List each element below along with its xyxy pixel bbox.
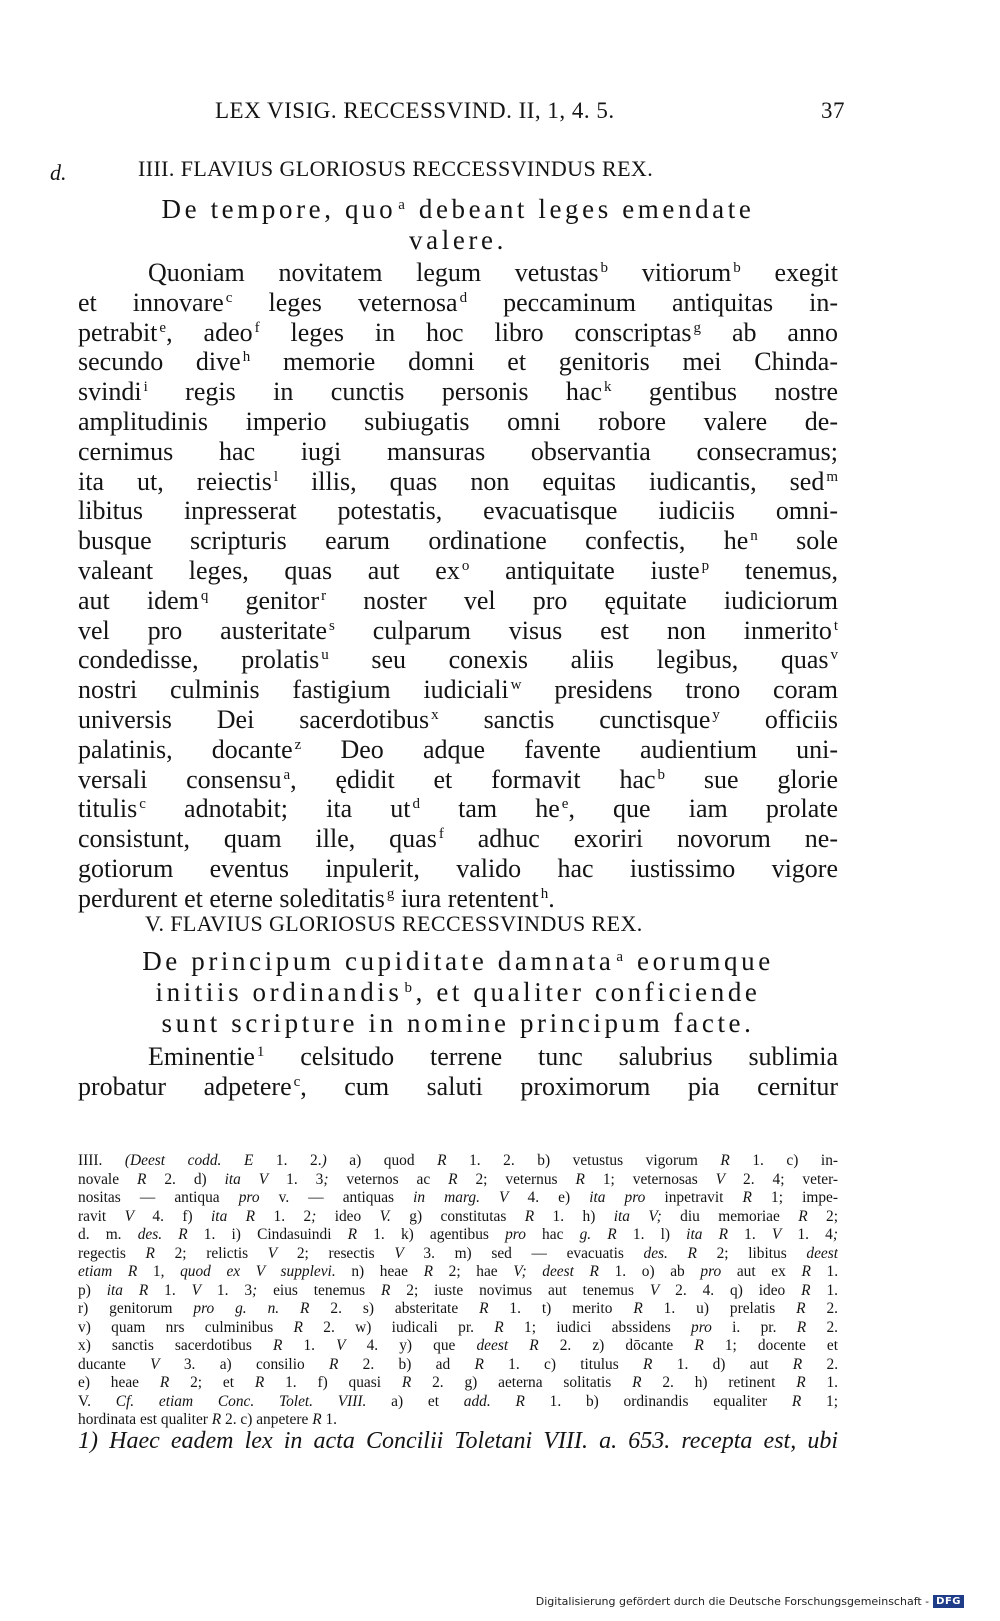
text-line: ita ut, reiectis $^l$ illis, quas non equitas iudicantis, sed $^m$ xyxy=(78,466,838,496)
text-line: busque scripturis earum ordinatione confectis, he $^n$ sole xyxy=(78,526,838,556)
text-line: condedisse, prolatis $^u$ seu conexis aliis legibus, quas $^v$ xyxy=(78,645,838,675)
law-4-rubric xyxy=(78,194,838,256)
text-line: De principum cupiditate damnata $^a$ eorumque xyxy=(142,946,774,976)
text-line: De tempore, quo $^a$ debeant leges emendate xyxy=(161,194,755,224)
text-line: aut idem $^q$ genitor $^r$ noster vel pro ęquitate iudiciorum xyxy=(78,585,838,615)
law-4-text xyxy=(78,258,838,914)
dfg-logo: DFG xyxy=(933,1595,964,1608)
text-line: d. m. des. R 1. i) Cindasuindi R 1. k) agentibus pro hac g. R 1. l) ita R 1. V 1. 4; xyxy=(78,1226,838,1243)
text-line: Quoniam novitatem legum vetustas $^b$ vitiorum $^b$ exegit xyxy=(148,258,838,287)
text-line: initiis ordinandis $^b$, et qualiter conficiende xyxy=(155,977,761,1007)
law-5-rubric xyxy=(78,946,838,1039)
text-line: versali consensu $^a$, ędidit et formavit hac $^b$ sue glorie xyxy=(78,764,838,794)
text-line: Eminentie $^1$ celsitudo terrene tunc salubrius sublimia xyxy=(148,1042,838,1071)
text-line: valere. xyxy=(409,225,507,255)
text-line: amplitudinis imperio subiugatis omni robore valere de- xyxy=(78,406,838,436)
text-line: sunt scripture in nomine principum facte. xyxy=(161,1008,755,1038)
text-line: nositas — antiqua pro v. — antiquas in marg. V 4. e) ita pro inpetravit R 1; impe- xyxy=(78,1189,838,1206)
text-line: gotiorum eventus inpulerit, valido hac iustissimo vigore xyxy=(78,853,838,883)
text-line: vel pro austeritate $^s$ culparum visus est non inmerito $^t$ xyxy=(78,615,838,645)
law-5-text xyxy=(78,1042,838,1102)
text-line: petrabit $^e$, adeo $^f$ leges in hoc libro conscriptas $^g$ ab anno xyxy=(78,317,838,347)
text-line: consistunt, quam ille, quas $^f$ adhuc exoriri novorum ne- xyxy=(78,824,838,854)
text-line: cernimus hac iugi mansuras observantia consecramus; xyxy=(78,436,838,466)
text-line: hordinata est qualiter R 2. c) anpetere R 1. xyxy=(78,1411,337,1428)
text-line: et innovare $^c$ leges veternosa $^d$ peccaminum antiquitas in- xyxy=(78,287,838,317)
text-line: p) ita R 1. V 1. 3; eius tenemus R 2; iuste novimus aut tenemus V 2. 4. q) ideo R 1. xyxy=(78,1281,838,1299)
digitization-credit xyxy=(536,1595,964,1608)
text-line: libitus inpresserat potestatis, evacuatisque iudiciis omni- xyxy=(78,496,838,526)
footnote: 1) Haec eadem lex in acta Concilii Toletani VIII. a. 653. recepta est, ubi xyxy=(78,1428,838,1454)
critical-apparatus xyxy=(78,1152,838,1430)
text-line: universis Dei sacerdotibus $^x$ sanctis cunctisque $^y$ officiis xyxy=(78,704,838,734)
text-line: etiam R 1, quod ex V supplevi. n) heae R 2; hae V; deest R 1. o) ab pro aut ex R 1. xyxy=(78,1263,838,1280)
text-line: palatinis, docante $^z$ Deo adque favente audientium uni- xyxy=(78,734,838,764)
law-5-heading: V. FLAVIUS GLORIOSUS RECCESSVINDUS REX. xyxy=(145,911,643,936)
text-line: regectis R 2; relictis V 2; resectis V 3. m) sed — evacuatis des. R 2; libitus deest xyxy=(78,1244,838,1262)
credit-text: Digitalisierung gefördert durch die Deutsche Forschungsgemeinschaft - xyxy=(535,1595,930,1608)
text-line: svindi $^i$ regis in cunctis personis hac $^k$ gentibus nostre xyxy=(78,377,838,407)
law-4-heading: IIII. FLAVIUS GLORIOSUS RECCESSVINDUS REX. xyxy=(138,156,654,181)
text-line: perdurent et eterne soleditatis $^g$ iura retentent $^h$. xyxy=(78,883,555,913)
page-number: 37 xyxy=(821,98,845,123)
text-line: ducante V 3. a) consilio R 2. b) ad R 1. c) titulus R 1. d) aut R 2. xyxy=(78,1355,838,1373)
text-line: nostri culminis fastigium iudiciali $^w$ presidens trono coram xyxy=(78,675,838,705)
running-header xyxy=(215,98,845,124)
text-line: e) heae R 2; et R 1. f) quasi R 2. g) aeterna solitatis R 2. h) retinent R 1. xyxy=(78,1374,838,1391)
text-line: valeant leges, quas aut ex $^o$ antiquitate iuste $^p$ tenemus, xyxy=(78,555,838,585)
text-line: v) quam nrs culminibus R 2. w) iudicali pr. R 1; iudici abssidens pro i. pr. R 2. xyxy=(78,1318,838,1336)
text-line: r) genitorum pro g. n. R 2. s) absteritate R 1. t) merito R 1. u) prelatis R 2. xyxy=(78,1300,838,1317)
text-line: titulis $^c$ adnotabit; ita ut $^d$ tam he $^e$, que iam prolate xyxy=(78,794,838,824)
text-line: IIII. (Deest codd. E 1. 2.) a) quod R 1. 2. b) vetustus vigorum R 1. c) in- xyxy=(78,1152,838,1169)
text-line: V. Cf. etiam Conc. Tolet. VIII. a) et add. R 1. b) ordinandis equaliter R 1; xyxy=(78,1392,838,1410)
running-title: LEX VISIG. RECCESSVIND. II, 1, 4. 5. xyxy=(215,98,615,123)
text-line: secundo dive $^h$ memorie domni et genitoris mei Chinda- xyxy=(78,347,838,377)
text-line: ravit V 4. f) ita R 1. 2; ideo V. g) constitutas R 1. h) ita V; diu memoriae R 2; xyxy=(78,1207,838,1225)
text-line: probatur adpetere $^c$, cum saluti proximorum pia cernitur xyxy=(78,1071,838,1101)
text-line: novale R 2. d) ita V 1. 3; veternos ac R 2; veternus R 1; veternosas V 2. 4; veter- xyxy=(78,1170,838,1188)
text-line: x) sanctis sacerdotibus R 1. V 4. y) que deest R 2. z) dōcante R 1; docente et xyxy=(78,1337,838,1354)
margin-note: d. xyxy=(50,160,67,185)
